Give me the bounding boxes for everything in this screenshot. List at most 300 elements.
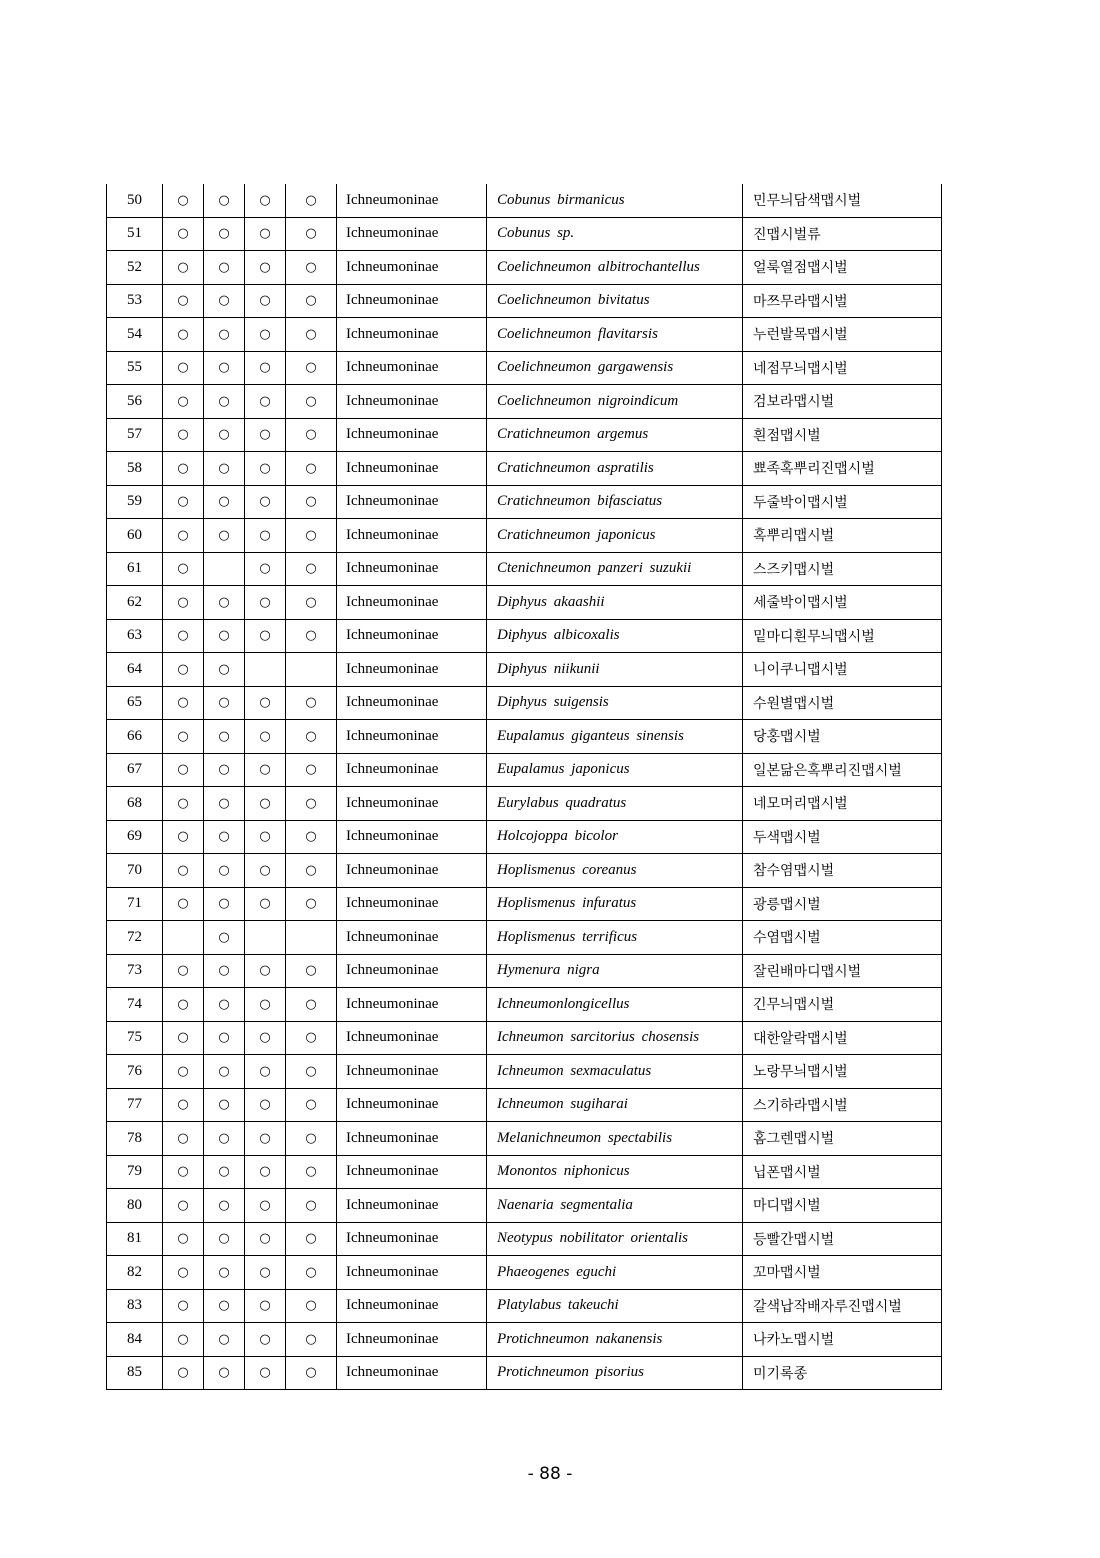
row-number: 82 (107, 1256, 163, 1290)
occurrence-mark-4: ○ (286, 217, 337, 251)
korean-name: 스기하라맵시벌 (743, 1088, 942, 1122)
occurrence-mark-3: ○ (245, 1222, 286, 1256)
scientific-name: Naenaria segmentalia (487, 1189, 743, 1223)
korean-name: 니이쿠니맵시벌 (743, 653, 942, 687)
occurrence-mark-1: ○ (163, 1088, 204, 1122)
table-row (107, 787, 942, 821)
table-row (107, 988, 942, 1022)
scientific-name: Cratichneumon argemus (487, 418, 743, 452)
table-row (107, 887, 942, 921)
occurrence-mark-2: ○ (204, 820, 245, 854)
row-number: 54 (107, 318, 163, 352)
row-number: 85 (107, 1356, 163, 1390)
occurrence-mark-1: ○ (163, 1021, 204, 1055)
table-row (107, 720, 942, 754)
table-row (107, 485, 942, 519)
occurrence-mark-2: ○ (204, 921, 245, 955)
occurrence-mark-2: ○ (204, 1189, 245, 1223)
subfamily-name: Ichneumoninae (337, 1021, 487, 1055)
row-number: 60 (107, 519, 163, 553)
occurrence-mark-2: ○ (204, 753, 245, 787)
species-table (106, 184, 942, 1390)
korean-name: 갈색납작배자루진맵시벌 (743, 1289, 942, 1323)
occurrence-mark-3: ○ (245, 1189, 286, 1223)
table-row (107, 284, 942, 318)
occurrence-mark-1: ○ (163, 251, 204, 285)
occurrence-mark-2: ○ (204, 184, 245, 217)
row-number: 50 (107, 184, 163, 217)
occurrence-mark-2: ○ (204, 988, 245, 1022)
subfamily-name: Ichneumoninae (337, 217, 487, 251)
row-number: 84 (107, 1323, 163, 1357)
subfamily-name: Ichneumoninae (337, 1088, 487, 1122)
occurrence-mark-3: ○ (245, 720, 286, 754)
table-row (107, 552, 942, 586)
occurrence-mark-1: ○ (163, 988, 204, 1022)
scientific-name: Eupalamus giganteus sinensis (487, 720, 743, 754)
korean-name: 스즈키맵시벌 (743, 552, 942, 586)
occurrence-mark-1: ○ (163, 753, 204, 787)
scientific-name: Hoplismenus terrificus (487, 921, 743, 955)
occurrence-mark-4: ○ (286, 351, 337, 385)
scientific-name: Coelichneumon bivitatus (487, 284, 743, 318)
row-number: 58 (107, 452, 163, 486)
occurrence-mark-3: ○ (245, 318, 286, 352)
korean-name: 광릉맵시벌 (743, 887, 942, 921)
occurrence-mark-1: ○ (163, 887, 204, 921)
occurrence-mark-3: ○ (245, 686, 286, 720)
occurrence-mark-4: ○ (286, 251, 337, 285)
occurrence-mark-4: ○ (286, 452, 337, 486)
row-number: 65 (107, 686, 163, 720)
occurrence-mark-1: ○ (163, 854, 204, 888)
table-row (107, 1122, 942, 1156)
row-number: 75 (107, 1021, 163, 1055)
korean-name: 마쯔무라맵시벌 (743, 284, 942, 318)
row-number: 83 (107, 1289, 163, 1323)
row-number: 73 (107, 954, 163, 988)
occurrence-mark-2 (204, 552, 245, 586)
row-number: 62 (107, 586, 163, 620)
occurrence-mark-1: ○ (163, 1189, 204, 1223)
occurrence-mark-1: ○ (163, 686, 204, 720)
occurrence-mark-3: ○ (245, 251, 286, 285)
occurrence-mark-1: ○ (163, 1256, 204, 1290)
korean-name: 미기록종 (743, 1356, 942, 1390)
occurrence-mark-2: ○ (204, 787, 245, 821)
subfamily-name: Ichneumoninae (337, 1122, 487, 1156)
occurrence-mark-4: ○ (286, 586, 337, 620)
occurrence-mark-3: ○ (245, 820, 286, 854)
occurrence-mark-1: ○ (163, 586, 204, 620)
scientific-name: Melanichneumon spectabilis (487, 1122, 743, 1156)
occurrence-mark-3: ○ (245, 988, 286, 1022)
subfamily-name: Ichneumoninae (337, 1189, 487, 1223)
occurrence-mark-4: ○ (286, 1021, 337, 1055)
scientific-name: Protichneumon pisorius (487, 1356, 743, 1390)
subfamily-name: Ichneumoninae (337, 988, 487, 1022)
scientific-name: Coelichneumon nigroindicum (487, 385, 743, 419)
occurrence-mark-4: ○ (286, 1055, 337, 1089)
occurrence-mark-4: ○ (286, 318, 337, 352)
row-number: 78 (107, 1122, 163, 1156)
occurrence-mark-3: ○ (245, 1088, 286, 1122)
occurrence-mark-1: ○ (163, 418, 204, 452)
occurrence-mark-2: ○ (204, 1222, 245, 1256)
subfamily-name: Ichneumoninae (337, 452, 487, 486)
korean-name: 두색맵시벌 (743, 820, 942, 854)
scientific-name: Cratichneumon aspratilis (487, 452, 743, 486)
table-row (107, 1088, 942, 1122)
table-row (107, 954, 942, 988)
table-row (107, 385, 942, 419)
table-row (107, 1155, 942, 1189)
row-number: 80 (107, 1189, 163, 1223)
occurrence-mark-4: ○ (286, 1289, 337, 1323)
row-number: 52 (107, 251, 163, 285)
table-row (107, 1055, 942, 1089)
occurrence-mark-3: ○ (245, 351, 286, 385)
occurrence-mark-1: ○ (163, 385, 204, 419)
occurrence-mark-2: ○ (204, 686, 245, 720)
occurrence-mark-4: ○ (286, 1189, 337, 1223)
occurrence-mark-3: ○ (245, 954, 286, 988)
occurrence-mark-1: ○ (163, 1155, 204, 1189)
occurrence-mark-4: ○ (286, 418, 337, 452)
korean-name: 흰점맵시벌 (743, 418, 942, 452)
row-number: 63 (107, 619, 163, 653)
occurrence-mark-1: ○ (163, 485, 204, 519)
occurrence-mark-2: ○ (204, 452, 245, 486)
occurrence-mark-2: ○ (204, 1289, 245, 1323)
occurrence-mark-2: ○ (204, 720, 245, 754)
table-row (107, 1289, 942, 1323)
occurrence-mark-1: ○ (163, 1055, 204, 1089)
occurrence-mark-3: ○ (245, 1356, 286, 1390)
scientific-name: Cobunus birmanicus (487, 184, 743, 217)
occurrence-mark-1: ○ (163, 184, 204, 217)
occurrence-mark-2: ○ (204, 251, 245, 285)
korean-name: 세줄박이맵시벌 (743, 586, 942, 620)
table-row (107, 452, 942, 486)
occurrence-mark-4: ○ (286, 519, 337, 553)
scientific-name: Diphyus akaashii (487, 586, 743, 620)
occurrence-mark-4 (286, 921, 337, 955)
scientific-name: Cobunus sp. (487, 217, 743, 251)
occurrence-mark-2: ○ (204, 1055, 245, 1089)
occurrence-mark-4: ○ (286, 988, 337, 1022)
row-number: 51 (107, 217, 163, 251)
occurrence-mark-2: ○ (204, 619, 245, 653)
table-row (107, 251, 942, 285)
scientific-name: Monontos niphonicus (487, 1155, 743, 1189)
occurrence-mark-4: ○ (286, 887, 337, 921)
row-number: 66 (107, 720, 163, 754)
scientific-name: Ctenichneumon panzeri suzukii (487, 552, 743, 586)
occurrence-mark-3: ○ (245, 452, 286, 486)
row-number: 59 (107, 485, 163, 519)
subfamily-name: Ichneumoninae (337, 887, 487, 921)
occurrence-mark-2: ○ (204, 954, 245, 988)
occurrence-mark-4 (286, 653, 337, 687)
scientific-name: Coelichneumon albitrochantellus (487, 251, 743, 285)
subfamily-name: Ichneumoninae (337, 485, 487, 519)
table-row (107, 318, 942, 352)
table-body (107, 184, 942, 1390)
table-row (107, 519, 942, 553)
occurrence-mark-4: ○ (286, 787, 337, 821)
korean-name: 네모머리맵시벌 (743, 787, 942, 821)
subfamily-name: Ichneumoninae (337, 854, 487, 888)
occurrence-mark-2: ○ (204, 653, 245, 687)
subfamily-name: Ichneumoninae (337, 1289, 487, 1323)
occurrence-mark-2: ○ (204, 385, 245, 419)
subfamily-name: Ichneumoninae (337, 686, 487, 720)
scientific-name: Neotypus nobilitator orientalis (487, 1222, 743, 1256)
occurrence-mark-4: ○ (286, 284, 337, 318)
row-number: 74 (107, 988, 163, 1022)
scientific-name: Protichneumon nakanensis (487, 1323, 743, 1357)
korean-name: 대한알락맵시벌 (743, 1021, 942, 1055)
scientific-name: Ichneumon sexmaculatus (487, 1055, 743, 1089)
subfamily-name: Ichneumoninae (337, 318, 487, 352)
occurrence-mark-1: ○ (163, 653, 204, 687)
occurrence-mark-2: ○ (204, 485, 245, 519)
occurrence-mark-3 (245, 653, 286, 687)
occurrence-mark-1: ○ (163, 217, 204, 251)
subfamily-name: Ichneumoninae (337, 1155, 487, 1189)
occurrence-mark-2: ○ (204, 284, 245, 318)
scientific-name: Eupalamus japonicus (487, 753, 743, 787)
occurrence-mark-1: ○ (163, 284, 204, 318)
row-number: 79 (107, 1155, 163, 1189)
subfamily-name: Ichneumoninae (337, 954, 487, 988)
occurrence-mark-1: ○ (163, 720, 204, 754)
scientific-name: Hoplismenus coreanus (487, 854, 743, 888)
table-row (107, 753, 942, 787)
occurrence-mark-4: ○ (286, 1256, 337, 1290)
occurrence-mark-4: ○ (286, 619, 337, 653)
scientific-name: Phaeogenes eguchi (487, 1256, 743, 1290)
occurrence-mark-2: ○ (204, 1088, 245, 1122)
scientific-name: Hymenura nigra (487, 954, 743, 988)
occurrence-mark-4: ○ (286, 1323, 337, 1357)
occurrence-mark-2: ○ (204, 887, 245, 921)
subfamily-name: Ichneumoninae (337, 720, 487, 754)
korean-name: 밑마디흰무늬맵시벌 (743, 619, 942, 653)
korean-name: 닙폰맵시벌 (743, 1155, 942, 1189)
subfamily-name: Ichneumoninae (337, 1356, 487, 1390)
korean-name: 등빨간맵시벌 (743, 1222, 942, 1256)
occurrence-mark-4: ○ (286, 485, 337, 519)
row-number: 57 (107, 418, 163, 452)
korean-name: 노랑무늬맵시벌 (743, 1055, 942, 1089)
subfamily-name: Ichneumoninae (337, 184, 487, 217)
subfamily-name: Ichneumoninae (337, 787, 487, 821)
row-number: 81 (107, 1222, 163, 1256)
subfamily-name: Ichneumoninae (337, 820, 487, 854)
occurrence-mark-4: ○ (286, 720, 337, 754)
row-number: 68 (107, 787, 163, 821)
subfamily-name: Ichneumoninae (337, 653, 487, 687)
occurrence-mark-4: ○ (286, 686, 337, 720)
occurrence-mark-1: ○ (163, 619, 204, 653)
table-row (107, 217, 942, 251)
occurrence-mark-1: ○ (163, 1356, 204, 1390)
occurrence-mark-3: ○ (245, 485, 286, 519)
subfamily-name: Ichneumoninae (337, 1323, 487, 1357)
subfamily-name: Ichneumoninae (337, 418, 487, 452)
page-number: - 88 - (527, 1464, 573, 1484)
occurrence-mark-3: ○ (245, 418, 286, 452)
occurrence-mark-1: ○ (163, 552, 204, 586)
row-number: 76 (107, 1055, 163, 1089)
korean-name: 참수염맵시벌 (743, 854, 942, 888)
korean-name: 꼬마맵시벌 (743, 1256, 942, 1290)
occurrence-mark-2: ○ (204, 217, 245, 251)
occurrence-mark-3: ○ (245, 184, 286, 217)
subfamily-name: Ichneumoninae (337, 284, 487, 318)
occurrence-mark-4: ○ (286, 1356, 337, 1390)
korean-name: 진맵시벌류 (743, 217, 942, 251)
table-row (107, 1189, 942, 1223)
scientific-name: Ichneumon sarcitorius chosensis (487, 1021, 743, 1055)
row-number: 70 (107, 854, 163, 888)
occurrence-mark-2: ○ (204, 1021, 245, 1055)
table-row (107, 418, 942, 452)
scientific-name: Coelichneumon gargawensis (487, 351, 743, 385)
occurrence-mark-1: ○ (163, 1323, 204, 1357)
occurrence-mark-3: ○ (245, 519, 286, 553)
table-row (107, 619, 942, 653)
occurrence-mark-3: ○ (245, 385, 286, 419)
scientific-name: Cratichneumon bifasciatus (487, 485, 743, 519)
subfamily-name: Ichneumoninae (337, 1222, 487, 1256)
korean-name: 뾰족혹뿌리진맵시벌 (743, 452, 942, 486)
scientific-name: Cratichneumon japonicus (487, 519, 743, 553)
occurrence-mark-3: ○ (245, 217, 286, 251)
occurrence-mark-3: ○ (245, 1122, 286, 1156)
scientific-name: Coelichneumon flavitarsis (487, 318, 743, 352)
occurrence-mark-4: ○ (286, 552, 337, 586)
table-row (107, 921, 942, 955)
occurrence-mark-3: ○ (245, 586, 286, 620)
occurrence-mark-2: ○ (204, 1323, 245, 1357)
occurrence-mark-4: ○ (286, 954, 337, 988)
korean-name: 검보라맵시벌 (743, 385, 942, 419)
occurrence-mark-4: ○ (286, 854, 337, 888)
occurrence-mark-1: ○ (163, 519, 204, 553)
scientific-name: Diphyus niikunii (487, 653, 743, 687)
occurrence-mark-2: ○ (204, 854, 245, 888)
subfamily-name: Ichneumoninae (337, 1055, 487, 1089)
row-number: 53 (107, 284, 163, 318)
korean-name: 네점무늬맵시벌 (743, 351, 942, 385)
subfamily-name: Ichneumoninae (337, 519, 487, 553)
subfamily-name: Ichneumoninae (337, 552, 487, 586)
row-number: 61 (107, 552, 163, 586)
row-number: 67 (107, 753, 163, 787)
scientific-name: Diphyus albicoxalis (487, 619, 743, 653)
occurrence-mark-1: ○ (163, 820, 204, 854)
occurrence-mark-4: ○ (286, 1222, 337, 1256)
occurrence-mark-3: ○ (245, 887, 286, 921)
occurrence-mark-2: ○ (204, 351, 245, 385)
occurrence-mark-3: ○ (245, 753, 286, 787)
occurrence-mark-3 (245, 921, 286, 955)
scientific-name: Eurylabus quadratus (487, 787, 743, 821)
table-row (107, 653, 942, 687)
occurrence-mark-4: ○ (286, 1088, 337, 1122)
occurrence-mark-1: ○ (163, 318, 204, 352)
scientific-name: Diphyus suigensis (487, 686, 743, 720)
subfamily-name: Ichneumoninae (337, 921, 487, 955)
occurrence-mark-2: ○ (204, 1155, 245, 1189)
row-number: 55 (107, 351, 163, 385)
subfamily-name: Ichneumoninae (337, 586, 487, 620)
table-row (107, 1323, 942, 1357)
korean-name: 당홍맵시벌 (743, 720, 942, 754)
korean-name: 누런발목맵시벌 (743, 318, 942, 352)
table-row (107, 586, 942, 620)
scientific-name: Ichneumonlongicellus (487, 988, 743, 1022)
korean-name: 얼룩열점맵시벌 (743, 251, 942, 285)
korean-name: 잘린배마디맵시벌 (743, 954, 942, 988)
subfamily-name: Ichneumoninae (337, 385, 487, 419)
korean-name: 두줄박이맵시벌 (743, 485, 942, 519)
occurrence-mark-1: ○ (163, 1289, 204, 1323)
occurrence-mark-4: ○ (286, 184, 337, 217)
occurrence-mark-3: ○ (245, 552, 286, 586)
subfamily-name: Ichneumoninae (337, 753, 487, 787)
korean-name: 수염맵시벌 (743, 921, 942, 955)
table-row (107, 1256, 942, 1290)
table-row (107, 1222, 942, 1256)
table-row (107, 686, 942, 720)
occurrence-mark-1: ○ (163, 787, 204, 821)
occurrence-mark-2: ○ (204, 1356, 245, 1390)
korean-name: 긴무늬맵시벌 (743, 988, 942, 1022)
korean-name: 나카노맵시벌 (743, 1323, 942, 1357)
row-number: 71 (107, 887, 163, 921)
scientific-name: Ichneumon sugiharai (487, 1088, 743, 1122)
table-row (107, 854, 942, 888)
korean-name: 마디맵시벌 (743, 1189, 942, 1223)
row-number: 56 (107, 385, 163, 419)
occurrence-mark-3: ○ (245, 1256, 286, 1290)
occurrence-mark-4: ○ (286, 753, 337, 787)
occurrence-mark-3: ○ (245, 854, 286, 888)
row-number: 69 (107, 820, 163, 854)
occurrence-mark-3: ○ (245, 1323, 286, 1357)
occurrence-mark-1: ○ (163, 452, 204, 486)
table-row (107, 1356, 942, 1390)
occurrence-mark-3: ○ (245, 1289, 286, 1323)
occurrence-mark-3: ○ (245, 787, 286, 821)
occurrence-mark-4: ○ (286, 1122, 337, 1156)
table-row (107, 1021, 942, 1055)
occurrence-mark-3: ○ (245, 284, 286, 318)
occurrence-mark-1: ○ (163, 351, 204, 385)
subfamily-name: Ichneumoninae (337, 1256, 487, 1290)
occurrence-mark-3: ○ (245, 1021, 286, 1055)
occurrence-mark-2: ○ (204, 519, 245, 553)
subfamily-name: Ichneumoninae (337, 619, 487, 653)
korean-name: 일본닮은혹뿌리진맵시벌 (743, 753, 942, 787)
occurrence-mark-2: ○ (204, 586, 245, 620)
occurrence-mark-2: ○ (204, 318, 245, 352)
table-row (107, 351, 942, 385)
